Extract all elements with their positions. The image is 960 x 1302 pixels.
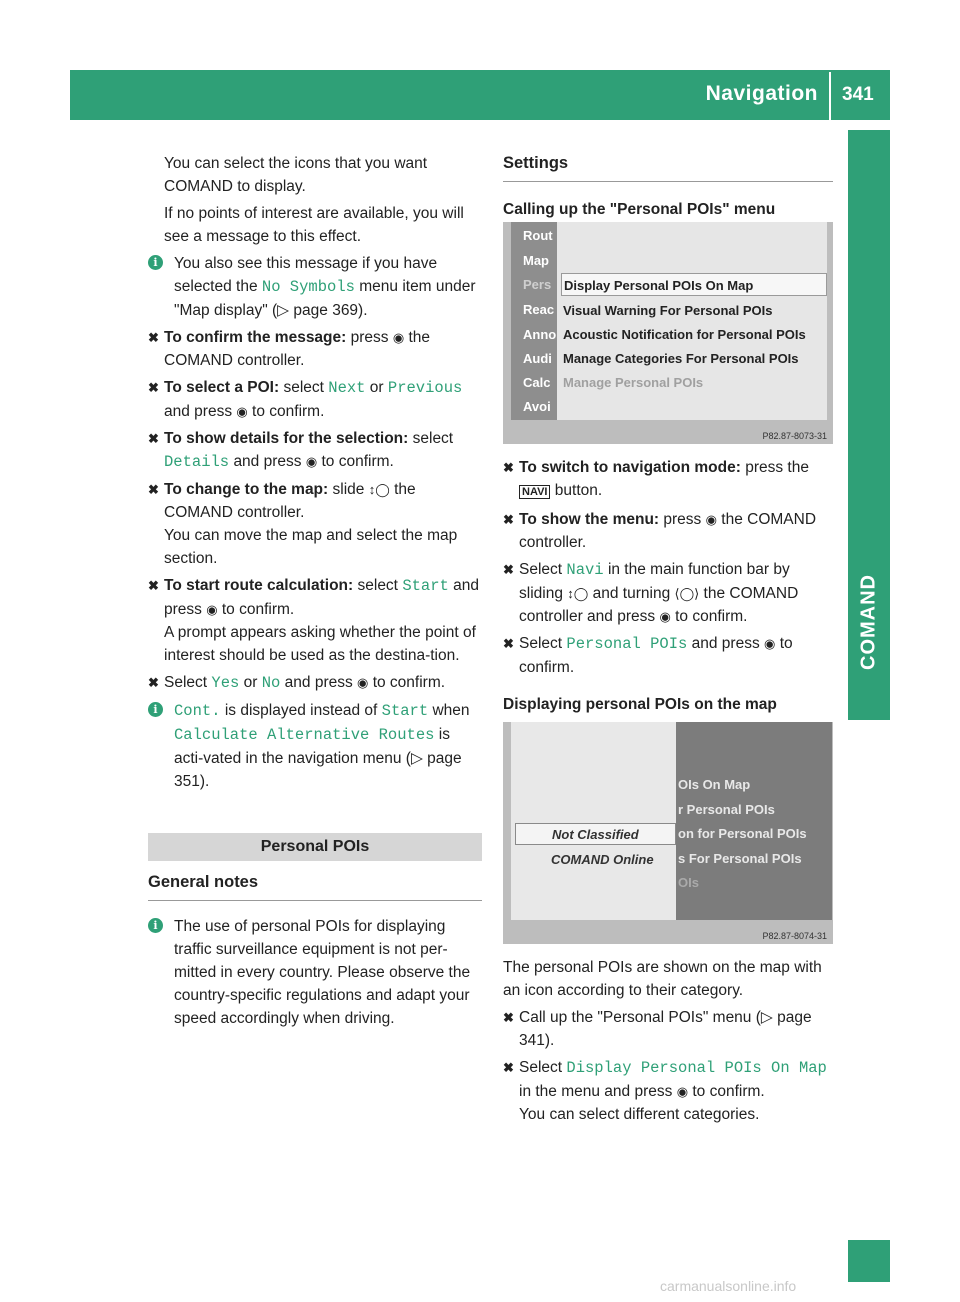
step-arrow-icon: ✖ [148,431,159,446]
step-arrow-icon: ✖ [148,578,159,593]
press-controller-icon: ◉ [392,330,405,345]
turn-controller-icon: ⟨◯⟩ [674,586,700,601]
info-note: i The use of personal POIs for displaying traffic surveillance equipment is not per-mitted in every country. Please observe the country-specific regulations and adapt your speed accordingly when driving. [148,915,482,1030]
info-icon: i [148,702,163,717]
step: ✖ Select Navi in the main function bar by sliding ↕◯ and turning ⟨◯⟩ the COMAND controller and press ◉ to confirm. [503,558,833,628]
info-note: i You also see this message if you have selected the No Symbols menu item under "Map display" (▷ page 369). [148,252,482,322]
category-list [511,722,676,920]
press-controller-icon: ◉ [305,454,318,469]
press-controller-icon: ◉ [206,602,218,617]
step: ✖ To show details for the selection: select Details and press ◉ to confirm. [148,427,482,474]
step-arrow-icon: ✖ [503,1060,514,1075]
info-icon: i [148,255,163,270]
watermark: carmanualsonline.info [660,1278,797,1294]
step: ✖ To select a POI: select Next or Previous and press ◉ to confirm. [148,376,482,423]
step-arrow-icon: ✖ [148,675,159,690]
side-block [848,1240,890,1282]
step-arrow-icon: ✖ [148,482,159,497]
menu-panel [557,222,827,420]
figure-code: P82.87-8074-31 [762,931,827,941]
step-arrow-icon: ✖ [148,380,159,395]
side-tab-label: COMAND [857,574,880,670]
step-arrow-icon: ✖ [503,512,514,527]
right-column-steps [503,456,833,726]
step-arrow-icon: ✖ [503,562,514,577]
figure-code: P82.87-8073-31 [762,431,827,441]
step-arrow-icon: ✖ [503,460,514,475]
step-arrow-icon: ✖ [503,636,514,651]
menu-item[interactable]: Display Personal POIs On Map [561,273,827,296]
step-arrow-icon: ✖ [503,1010,514,1025]
step-arrow-icon: ✖ [148,330,159,345]
press-controller-icon: ◉ [236,404,248,419]
right-column-bottom [503,956,833,1130]
press-controller-icon: ◉ [764,636,776,651]
slide-controller-icon: ↕◯ [368,482,390,497]
step: ✖ Select Display Personal POIs On Map in the menu and press ◉ to confirm. You can select different categories. [503,1056,833,1126]
screenshot-poi-categories [503,722,833,944]
press-controller-icon: ◉ [659,609,671,624]
procedure-heading: Calling up the "Personal POIs" menu [503,201,776,218]
page-number: 341 [842,84,874,105]
category-item[interactable]: Not Classified [515,823,676,845]
subsection-heading: General notes [148,871,482,901]
step: ✖ To switch to navigation mode: press the NAVI button. [503,456,833,504]
press-controller-icon: ◉ [357,675,369,690]
paragraph: The personal POIs are shown on the map with an icon according to their category. [503,959,822,999]
paragraph: If no points of interest are available, you will see a message to this effect. [164,205,464,245]
menu-item[interactable]: Manage Personal POIs [563,375,704,390]
info-icon: i [148,918,163,933]
subsection-heading: Settings [503,152,833,182]
procedure-heading: Displaying personal POIs on the map [503,696,777,713]
step: ✖ To show the menu: press ◉ the COMAND controller. [503,508,833,554]
step: ✖ Select Yes or No and press ◉ to confirm. [148,671,482,695]
navi-key-icon: NAVI [519,485,550,499]
press-controller-icon: ◉ [705,512,717,527]
right-column [503,152,833,231]
menu-item[interactable]: Acoustic Notification for Personal POIs [563,327,806,342]
menu-item[interactable]: Manage Categories For Personal POIs [563,351,799,366]
step: ✖ To confirm the message: press ◉ the COMAND controller. [148,326,482,372]
section-heading: Personal POIs [148,833,482,861]
header-divider [829,72,831,120]
menu-item[interactable]: Visual Warning For Personal POIs [563,303,773,318]
slide-controller-icon: ↕◯ [567,586,589,601]
step: ✖ To start route calculation: select Start and press ◉ to confirm. A prompt appears asking whether the point of interest should be used as the destina-tion. [148,574,482,667]
function-bar: Rout Map Pers Reac Anno Audi Calc Avoi [511,222,557,420]
step: ✖ Call up the "Personal POIs" menu (▷ page 341). [503,1006,833,1052]
step: ✖ To change to the map: slide ↕◯ the COMAND controller. You can move the map and select the map section. [148,478,482,570]
section-title: Navigation [705,82,818,105]
press-controller-icon: ◉ [676,1084,689,1099]
step: ✖ Select Personal POIs and press ◉ to confirm. [503,632,833,679]
paragraph: You can select the icons that you want COMAND to display. [164,155,428,195]
screenshot-personal-pois-menu [503,222,833,444]
left-column [148,152,482,1034]
dimmed-menu: OIs On Map r Personal POIs on for Personal POIs s For Personal POIs OIs [676,722,832,920]
info-note: i Cont. is displayed instead of Start when Calculate Alternative Routes is acti-vated in the navigation menu (▷ page 351). [148,699,482,793]
category-item[interactable]: COMAND Online [551,852,654,867]
